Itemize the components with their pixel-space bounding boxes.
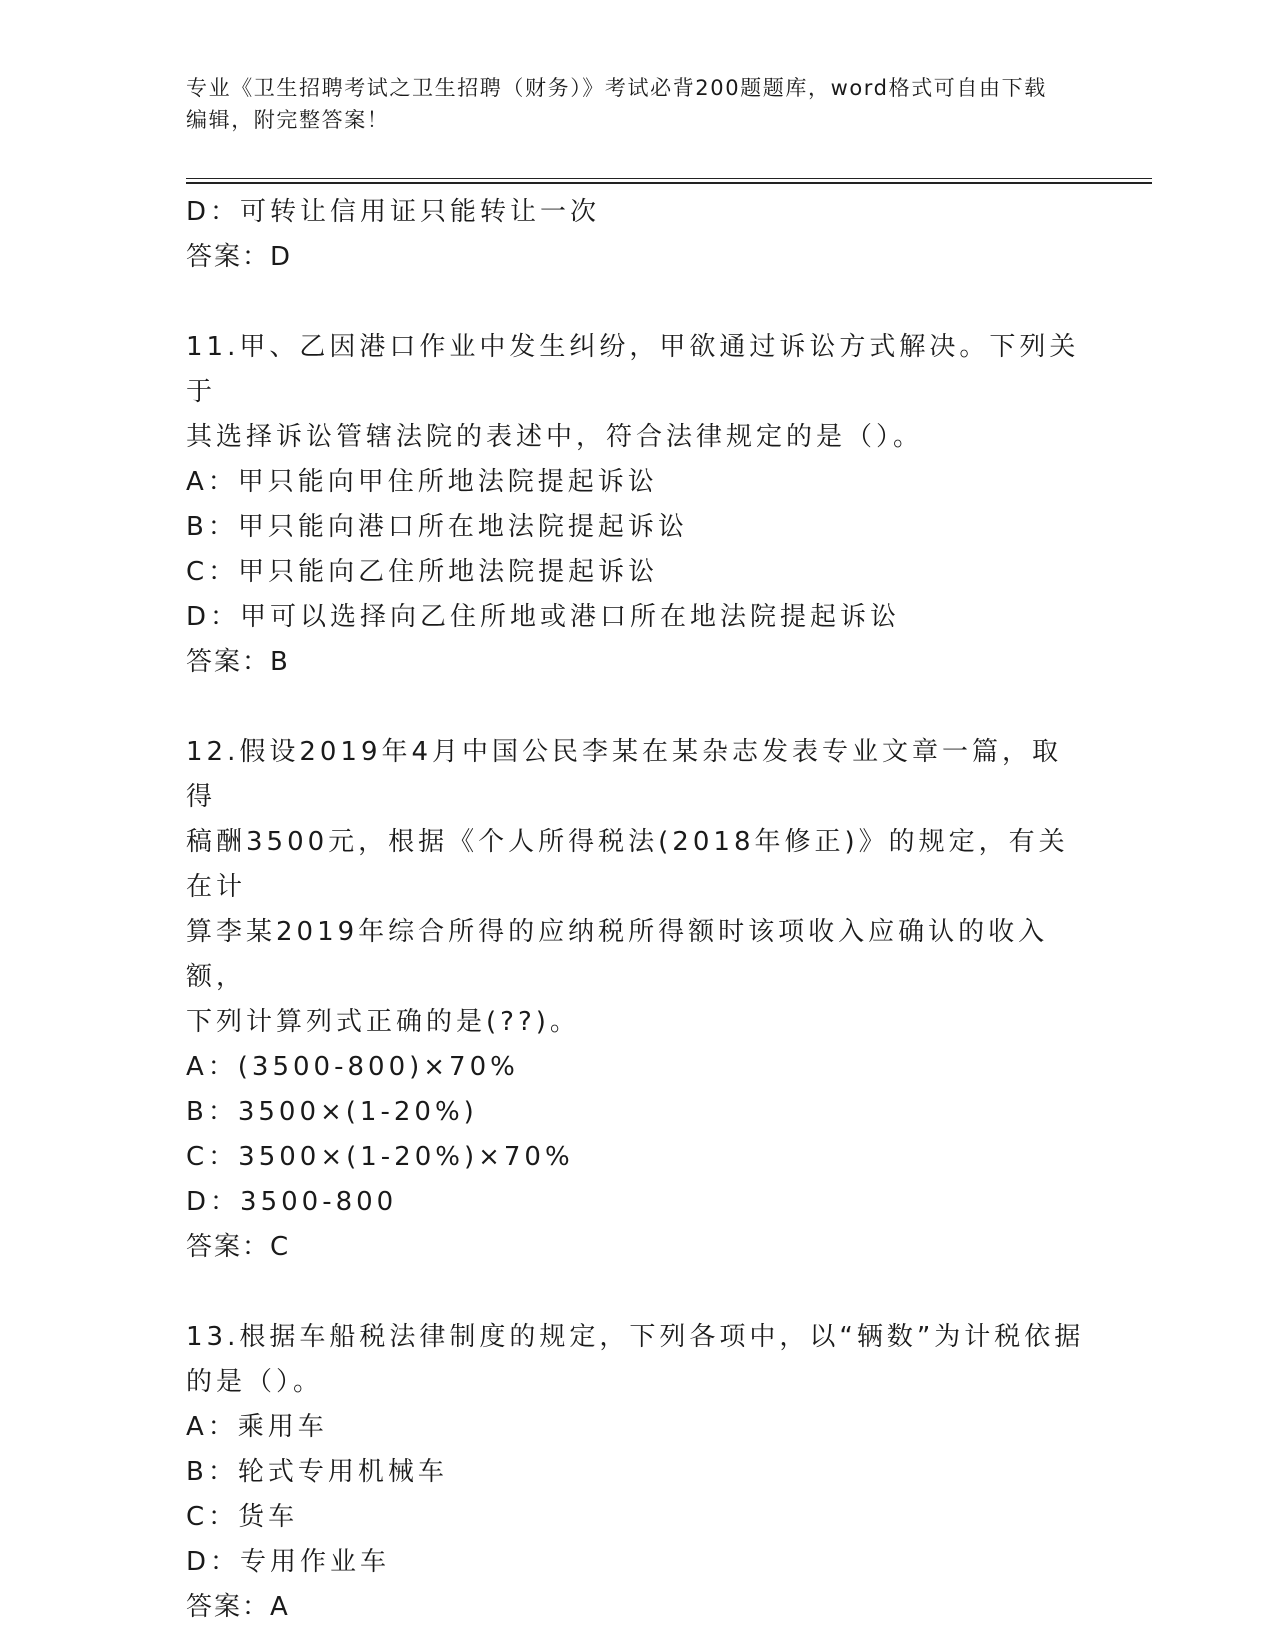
- question-13: [186, 1315, 1086, 1630]
- option-d: D：甲可以选择向乙住所地或港口所在地法院提起诉讼: [186, 602, 901, 632]
- option-b: B：3500×(1-20%): [186, 1097, 478, 1127]
- question-stem-line: 11.甲、乙因港口作业中发生纠纷，甲欲通过诉讼方式解决。下列关于: [186, 332, 1080, 407]
- option-a: A：甲只能向甲住所地法院提起诉讼: [186, 467, 658, 497]
- option-c: C：3500×(1-20%)×70%: [186, 1142, 574, 1172]
- header-divider-thin: [186, 178, 1152, 179]
- option-d: D：3500-800: [186, 1187, 398, 1217]
- option-a: A：(3500-800)×70%: [186, 1052, 519, 1082]
- option-c: C：货车: [186, 1502, 299, 1532]
- option-c: C：甲只能向乙住所地法院提起诉讼: [186, 557, 659, 587]
- question-stem-line: 其选择诉讼管辖法院的表述中，符合法律规定的是（）。: [186, 422, 924, 452]
- option-b: B：轮式专用机械车: [186, 1457, 448, 1487]
- spacer: [186, 280, 1086, 325]
- question-stem-line: 算李某2019年综合所得的应纳税所得额时该项收入应确认的收入额，: [186, 917, 1049, 992]
- option-a: A：乘用车: [186, 1412, 328, 1442]
- document-header: [186, 72, 1066, 136]
- question-stem-line: 的是（）。: [186, 1367, 324, 1397]
- answer: 答案：A: [186, 1592, 290, 1622]
- question-stem-line: 13.根据车船税法律制度的规定，下列各项中，以“辆数”为计税依据: [186, 1322, 1085, 1352]
- prev-answer: 答案：D: [186, 242, 293, 272]
- spacer: [186, 1270, 1086, 1315]
- option-b: B：甲只能向港口所在地法院提起诉讼: [186, 512, 688, 542]
- header-text: 专业《卫生招聘考试之卫生招聘（财务）》考试必背200题题库，word格式可自由下载编辑，附完整答案！: [186, 76, 1047, 132]
- question-stem-line: 12.假设2019年4月中国公民李某在某杂志发表专业文章一篇，取得: [186, 737, 1063, 812]
- question-content: [186, 190, 1086, 1630]
- question-stem-line: 稿酬3500元，根据《个人所得税法(2018年修正)》的规定，有关在计: [186, 827, 1069, 902]
- answer: 答案：B: [186, 647, 290, 677]
- question-11: [186, 325, 1086, 685]
- question-12: [186, 730, 1086, 1270]
- question-stem-line: 下列计算列式正确的是(??)。: [186, 1007, 580, 1037]
- answer: 答案：C: [186, 1232, 291, 1262]
- prev-option-d: D：可转让信用证只能转让一次: [186, 197, 601, 227]
- spacer: [186, 685, 1086, 730]
- option-d: D：专用作业车: [186, 1547, 391, 1577]
- header-divider-thick: [186, 182, 1152, 184]
